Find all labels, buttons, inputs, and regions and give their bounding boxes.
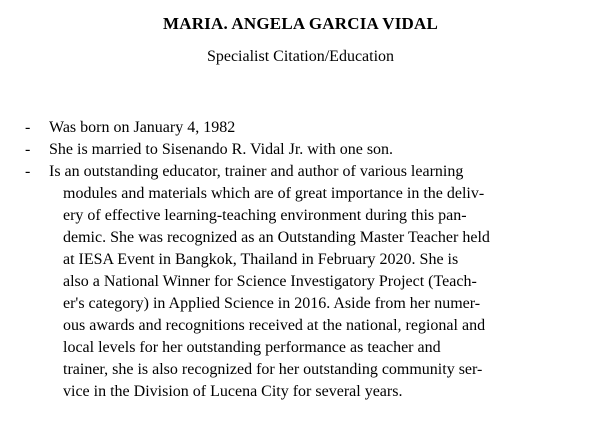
citation-title: Specialist Citation/Education xyxy=(206,48,395,65)
bio-list xyxy=(25,117,570,403)
bio-line: er's category) in Applied Science in 2016. Aside from her numer- xyxy=(63,295,481,312)
bio-line: ery of effective learning-teaching environment during this pan- xyxy=(63,207,467,224)
bio-line: local levels for her outstanding performance as teacher and xyxy=(63,339,441,356)
bio-line: ous awards and recognitions received at the national, regional and xyxy=(63,317,486,334)
bio-item-marriage xyxy=(25,139,570,161)
bio-line: at IESA Event in Bangkok, Thailand in February 2020. She is xyxy=(63,251,459,268)
bio-line: modules and materials which are of great importance in the deliv- xyxy=(63,185,485,202)
bio-line: She is married to Sisenando R. Vidal Jr. with one son. xyxy=(49,141,394,158)
bio-item-text xyxy=(49,139,570,161)
bio-line: demic. She was recognized as an Outstanding Master Teacher held xyxy=(63,229,490,246)
bio-item-birth xyxy=(25,117,570,139)
bio-line: trainer, she is also recognized for her outstanding community ser- xyxy=(63,361,483,378)
bio-line: also a National Winner for Science Investigatory Project (Teach- xyxy=(63,273,477,290)
bio-line: Is an outstanding educator, trainer and author of various learning xyxy=(49,163,464,180)
bullet-dash: - xyxy=(25,141,31,158)
person-name: MARIA. ANGELA GARCIA VIDAL xyxy=(162,14,439,33)
bio-item-achievements xyxy=(25,161,570,403)
bio-item-text xyxy=(49,161,570,403)
bullet-dash: - xyxy=(25,163,31,180)
bio-line: Was born on January 4, 1982 xyxy=(49,119,236,136)
bio-line: vice in the Division of Lucena City for several years. xyxy=(63,383,403,400)
bullet-dash: - xyxy=(25,119,31,136)
bio-item-text xyxy=(49,117,570,139)
